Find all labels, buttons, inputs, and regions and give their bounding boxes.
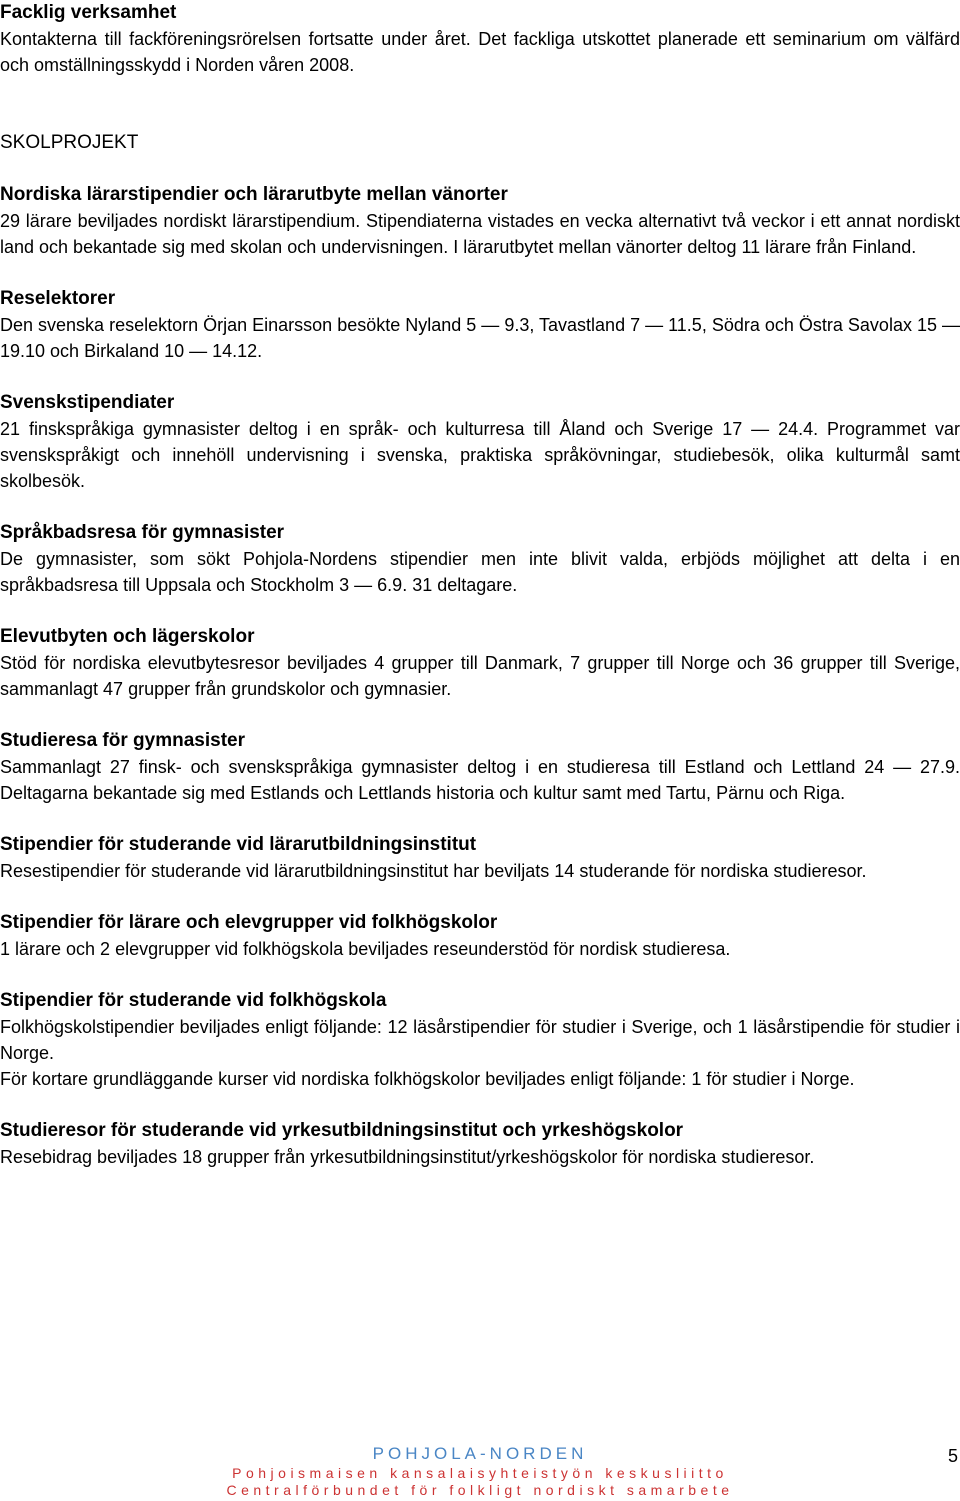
section-elevutbyten <box>0 624 960 702</box>
section-heading: Elevutbyten och lägerskolor <box>0 626 255 647</box>
section-heading: SKOLPROJEKT <box>0 132 139 153</box>
section-studieresa-gymnasister <box>0 728 960 806</box>
section-reselektorer <box>0 286 960 364</box>
section-skolprojekt <box>0 130 960 156</box>
section-stipendier-larare-elevgrupper <box>0 910 960 962</box>
section-heading: Reselektorer <box>0 288 116 309</box>
section-heading: Studieresa för gymnasister <box>0 730 245 751</box>
section-stipendier-lararutbildning <box>0 832 960 884</box>
footer-swedish-name: Centralförbundet för folkligt nordiskt samarbete <box>226 1482 734 1498</box>
section-heading: Språkbadsresa för gymnasister <box>0 522 285 543</box>
section-heading: Stipendier för studerande vid lärarutbildningsinstitut <box>0 834 477 855</box>
section-nordiska-lararstipendier <box>0 182 960 260</box>
section-facklig-verksamhet <box>0 0 960 78</box>
section-heading: Svenskstipendiater <box>0 392 175 413</box>
section-svenskstipendiater <box>0 390 960 494</box>
section-heading: Studieresor för studerande vid yrkesutbildningsinstitut och yrkeshögskolor <box>0 1120 684 1141</box>
section-heading: Stipendier för studerande vid folkhögskola <box>0 990 387 1011</box>
section-paragraph: Den svenska reselektorn Örjan Einarsson besökte Nyland 5 — 9.3, Tavastland 7 — 11.5, Södra och Östra Savolax 15 — 19.10 och Birkaland 10 — 14.12. <box>0 315 960 361</box>
section-paragraph: De gymnasister, som sökt Pohjola-Nordens stipendier men inte blivit valda, erbjöds möjlighet att delta i en språkbadsresa till Uppsala och Stockholm 3 — 6.9. 31 deltagare. <box>0 549 960 595</box>
section-paragraph: 21 finskspråkiga gymnasister deltog i en språk- och kulturresa till Åland och Sverige 17 — 24.4. Programmet var svenskspråkigt och innehöll undervisning i svenska, praktiska språkövningar, studiebesök, olika kulturmål samt skolbesök. <box>0 419 960 491</box>
footer-finnish-name: Pohjoismaisen kansalaisyhteistyön keskusliitto <box>232 1465 728 1481</box>
section-heading: Stipendier för lärare och elevgrupper vid folkhögskolor <box>0 912 498 933</box>
page-number: 5 <box>947 1446 958 1466</box>
section-stipendier-folkhogskola <box>0 988 960 1092</box>
section-paragraph: Kontakterna till fackföreningsrörelsen fortsatte under året. Det fackliga utskottet planerade ett seminarium om välfärd och omställningsskydd i Norden våren 2008. <box>0 29 960 75</box>
section-paragraph: Resebidrag beviljades 18 grupper från yrkesutbildningsinstitut/yrkeshögskolor för nordiska studieresor. <box>0 1147 815 1167</box>
section-sprakbadsresa <box>0 520 960 598</box>
section-paragraph: Resestipendier för studerande vid lärarutbildningsinstitut har beviljats 14 studerande för nordiska studieresor. <box>0 861 867 881</box>
footer-organization-title: POHJOLA-NORDEN <box>372 1444 588 1463</box>
section-paragraph: För kortare grundläggande kurser vid nordiska folkhögskolor beviljades enligt följande: 1 för studier i Norge. <box>0 1069 855 1089</box>
section-paragraph: 1 lärare och 2 elevgrupper vid folkhögskola beviljades reseunderstöd för nordisk studieresa. <box>0 939 731 959</box>
section-studieresor-yrkesutbildning <box>0 1118 960 1170</box>
section-paragraph: Folkhögskolstipendier beviljades enligt följande: 12 läsårstipendier för studier i Sverige, och 1 läsårstipendie för studier i Norge. <box>0 1017 960 1063</box>
section-heading: Facklig verksamhet <box>0 2 177 23</box>
section-paragraph: Stöd för nordiska elevutbytesresor beviljades 4 grupper till Danmark, 7 grupper till Norge och 36 grupper till Sverige, sammanlagt 47 grupper från grundskolor och gymnasier. <box>0 653 960 699</box>
section-paragraph: 29 lärare beviljades nordiskt lärarstipendium. Stipendiaterna vistades en vecka alternativt två veckor i ett annat nordiskt land och bekantade sig med skolan och undervisningen. I lärarutbytet mellan vänorter deltog 11 lärare från Finland. <box>0 211 960 257</box>
section-heading: Nordiska lärarstipendier och lärarutbyte mellan vänorter <box>0 184 508 205</box>
section-paragraph: Sammanlagt 27 finsk- och svenskspråkiga gymnasister deltog i en studieresa till Estland och Lettland 24 — 27.9. Deltagarna bekantade sig med Estlands och Lettlands historia och kultur samt med Tartu, Pärnu och Riga. <box>0 757 960 803</box>
